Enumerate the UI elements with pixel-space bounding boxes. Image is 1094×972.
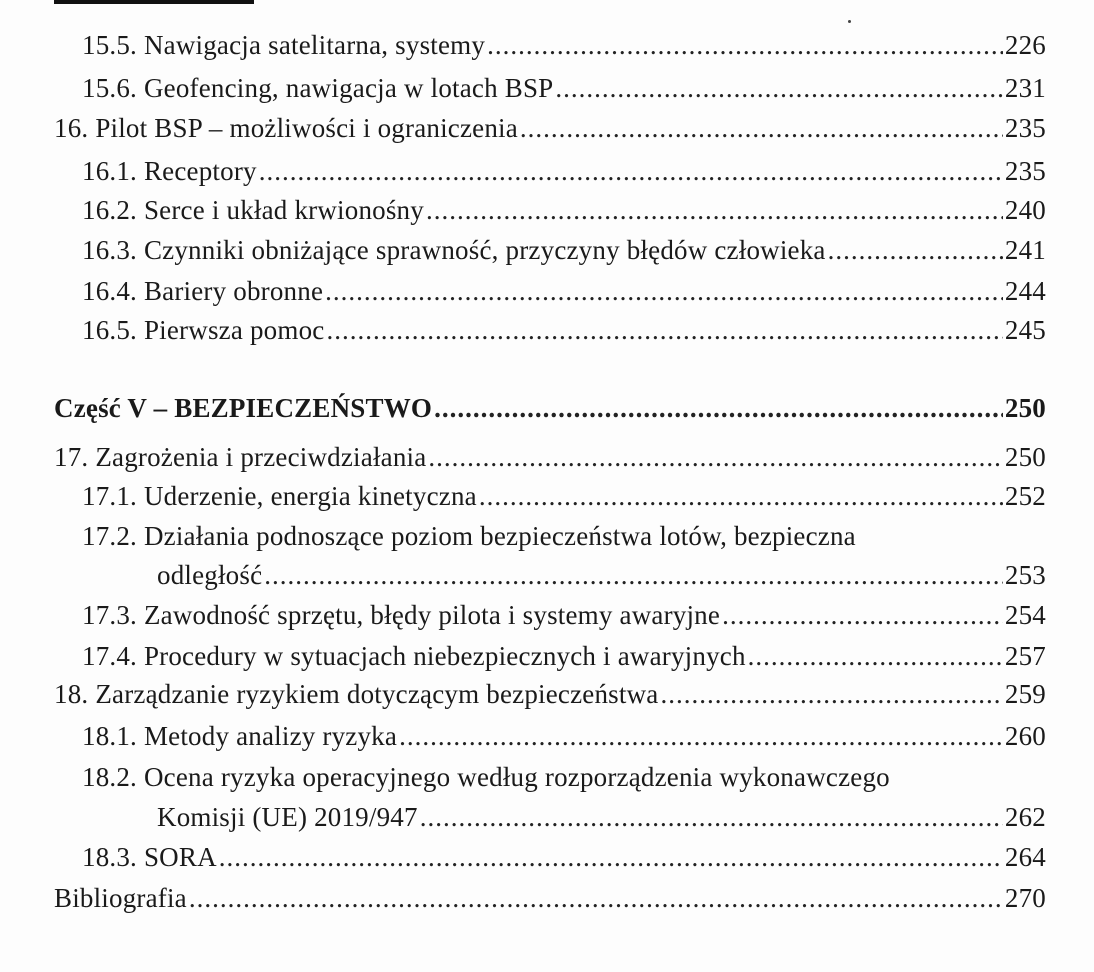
entry-page: 245 — [1004, 315, 1046, 345]
entry-title: Receptory — [143, 156, 257, 186]
toc-entry — [82, 274, 1046, 308]
entry-title: Nawigacja satelitarna, systemy — [143, 30, 486, 60]
toc-entry — [82, 313, 1046, 347]
entry-title-continued: Komisji (UE) 2019/947 — [157, 802, 418, 832]
entry-page: 262 — [1004, 802, 1046, 832]
toc-entry — [82, 519, 1046, 553]
entry-page: 250 — [1004, 393, 1046, 423]
leader-dots — [555, 71, 1002, 105]
entry-number: 18.1. — [82, 721, 137, 751]
toc-entry — [82, 233, 1046, 267]
entry-page: 260 — [1004, 721, 1046, 751]
toc-entry — [82, 479, 1046, 513]
leader-dots — [420, 800, 1003, 834]
entry-title: Pierwsza pomoc — [143, 315, 325, 345]
leader-dots — [189, 881, 1003, 915]
entry-page: 244 — [1004, 276, 1046, 306]
entry-page: 253 — [1004, 560, 1046, 590]
entry-title: Metody analizy ryzyka — [143, 721, 398, 751]
entry-number: 18. — [54, 679, 89, 709]
leader-dots — [399, 719, 1003, 753]
entry-page: 264 — [1004, 842, 1046, 872]
entry-number: 16.2. — [82, 195, 137, 225]
leader-dots — [722, 598, 1003, 632]
entry-title: Część V – BEZPIECZEŃSTWO — [54, 393, 433, 423]
entry-title-continued: odległość — [157, 560, 263, 590]
entry-title: Pilot BSP – możliwości i ograniczenia — [95, 113, 518, 143]
toc-entry — [82, 193, 1046, 227]
entry-title: Serce i układ krwionośny — [143, 195, 424, 225]
entry-title: Zawodność sprzętu, błędy pilota i systemy awaryjne — [143, 600, 721, 630]
leader-dots — [219, 840, 1003, 874]
entry-number: 17. — [54, 442, 89, 472]
entry-number: 15.6. — [82, 73, 137, 103]
entry-title: Geofencing, nawigacja w lotach BSP — [143, 73, 554, 103]
entry-page: 235 — [1004, 113, 1046, 143]
entry-number: 16.1. — [82, 156, 137, 186]
entry-number: 16.3. — [82, 235, 137, 265]
entry-number: 17.2. — [82, 521, 137, 551]
entry-page: 231 — [1004, 73, 1046, 103]
toc-entry — [82, 760, 1046, 794]
leader-dots — [520, 111, 1003, 145]
leader-dots — [828, 233, 1003, 267]
leader-dots — [487, 28, 1003, 62]
entry-title: Procedury w sytuacjach niebezpiecznych i awaryjnych — [143, 641, 746, 671]
entry-page: 226 — [1004, 30, 1046, 60]
toc-entry-continuation — [157, 800, 1046, 834]
toc-entry — [54, 440, 1046, 474]
toc-entry — [82, 28, 1046, 62]
leader-dots — [325, 274, 1003, 308]
entry-page: 250 — [1004, 442, 1046, 472]
entry-number: 17.1. — [82, 481, 137, 511]
entry-number: 17.4. — [82, 641, 137, 671]
leader-dots — [748, 639, 1003, 673]
entry-page: 254 — [1004, 600, 1046, 630]
entry-title: Działania podnoszące poziom bezpieczeństwa lotów, bezpieczna — [143, 521, 856, 551]
entry-number: 18.2. — [82, 762, 137, 792]
toc-entry — [82, 840, 1046, 874]
entry-page: 259 — [1004, 679, 1046, 709]
entry-title: Bibliografia — [54, 883, 187, 913]
entry-title: Bariery obronne — [143, 276, 324, 306]
entry-number: 18.3. — [82, 842, 137, 872]
entry-title: Ocena ryzyka operacyjnego według rozporządzenia wykonawczego — [143, 762, 890, 792]
entry-page: 241 — [1004, 235, 1046, 265]
leader-dots — [479, 479, 1003, 513]
leader-dots — [660, 677, 1002, 711]
entry-number: 16.5. — [82, 315, 137, 345]
leader-dots — [264, 558, 1003, 592]
entry-page: 252 — [1004, 481, 1046, 511]
leader-dots — [434, 391, 1003, 425]
entry-page: 270 — [1004, 883, 1046, 913]
entry-page: 235 — [1004, 156, 1046, 186]
entry-number: 17.3. — [82, 600, 137, 630]
toc-entry — [82, 639, 1046, 673]
toc-entry — [82, 71, 1046, 105]
toc-entry — [82, 598, 1046, 632]
toc-entry — [82, 154, 1046, 188]
toc-entry — [82, 719, 1046, 753]
entry-number: 16.4. — [82, 276, 137, 306]
entry-title: Zarządzanie ryzykiem dotyczącym bezpieczeństwa — [95, 679, 659, 709]
entry-title: Uderzenie, energia kinetyczna — [143, 481, 477, 511]
toc-entry-continuation — [157, 558, 1046, 592]
leader-dots — [426, 193, 1003, 227]
entry-page: 240 — [1004, 195, 1046, 225]
toc-entry — [54, 677, 1046, 711]
leader-dots — [259, 154, 1003, 188]
entry-title: Czynniki obniżające sprawność, przyczyny błędów człowieka — [143, 235, 826, 265]
entry-title: SORA — [143, 842, 217, 872]
entry-number: 15.5. — [82, 30, 137, 60]
toc-part-heading — [54, 391, 1046, 425]
entry-number: 16. — [54, 113, 89, 143]
leader-dots — [326, 313, 1002, 347]
leader-dots — [428, 440, 1002, 474]
toc-entry — [54, 111, 1046, 145]
entry-title: Zagrożenia i przeciwdziałania — [95, 442, 427, 472]
toc-entry — [54, 881, 1046, 915]
entry-page: 257 — [1004, 641, 1046, 671]
